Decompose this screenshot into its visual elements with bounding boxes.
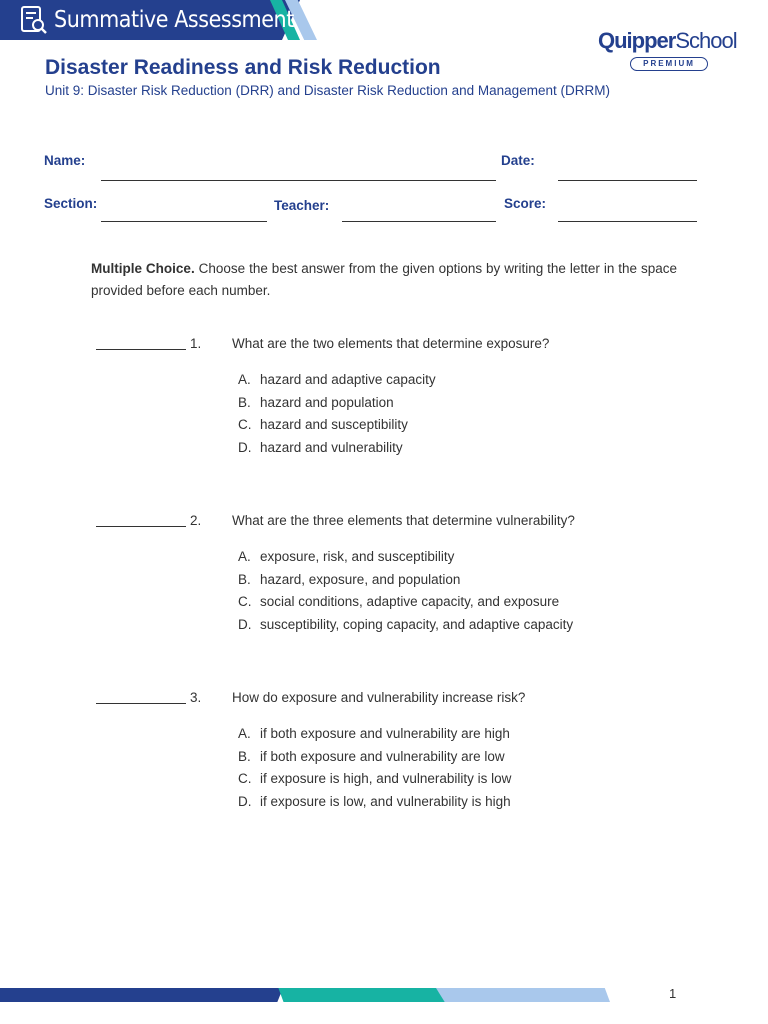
option-item [238, 771, 511, 794]
name-label: Name: [44, 153, 86, 168]
question-text: What are the three elements that determine vulnerability? [232, 513, 575, 528]
option-item [238, 749, 511, 772]
date-field[interactable] [558, 180, 697, 181]
option-list [238, 549, 573, 639]
option-list [238, 372, 436, 462]
option-text: exposure, risk, and susceptibility [260, 549, 455, 564]
option-text: hazard and vulnerability [260, 439, 403, 455]
option-item [238, 594, 573, 617]
option-item [238, 617, 573, 640]
answer-blank[interactable] [96, 349, 186, 350]
teacher-label: Teacher: [274, 198, 330, 213]
option-item [238, 417, 436, 440]
score-field[interactable] [558, 221, 697, 222]
option-letter: C. [238, 417, 252, 432]
instructions [91, 258, 677, 302]
brand-tier-badge: PREMIUM [630, 57, 708, 71]
page-number: 1 [669, 986, 677, 1001]
option-item [238, 726, 511, 749]
option-item [238, 395, 436, 418]
option-item [238, 794, 511, 817]
question-text: How do exposure and vulnerability increase risk? [232, 690, 526, 705]
option-text: susceptibility, coping capacity, and adaptive capacity [260, 616, 574, 632]
answer-blank[interactable] [96, 703, 186, 704]
option-item [238, 572, 573, 595]
option-letter: A. [238, 549, 251, 564]
name-field[interactable] [101, 180, 496, 181]
option-letter: B. [238, 394, 251, 410]
footer-dark-band [0, 988, 283, 1002]
question-number: 1. [190, 336, 202, 351]
document-title: Disaster Readiness and Risk Reduction [45, 56, 441, 79]
option-item [238, 372, 436, 395]
option-text: hazard and population [260, 394, 394, 410]
instructions-heading: Multiple Choice. [91, 261, 195, 276]
brand-bold: Quipper [598, 28, 676, 53]
brand-logo [598, 28, 743, 71]
document-search-icon [20, 5, 48, 35]
option-list [238, 726, 511, 816]
option-text: if both exposure and vulnerability are high [260, 726, 510, 741]
teacher-field[interactable] [342, 221, 496, 222]
option-letter: C. [238, 771, 252, 786]
option-text: social conditions, adaptive capacity, and exposure [260, 594, 560, 609]
document-subtitle: Unit 9: Disaster Risk Reduction (DRR) and Disaster Risk Reduction and Management (DRRM) [45, 83, 610, 98]
score-label: Score: [504, 196, 547, 211]
option-text: hazard, exposure, and population [260, 571, 461, 587]
option-text: hazard and adaptive capacity [260, 372, 436, 387]
footer-teal-band [275, 988, 445, 1002]
question-text: What are the two elements that determine exposure? [232, 336, 550, 351]
option-text: if exposure is low, and vulnerability is high [260, 793, 511, 809]
banner-title: Summative Assessment [54, 7, 294, 33]
brand-regular: School [675, 28, 737, 53]
date-label: Date: [501, 153, 535, 168]
question-number: 2. [190, 513, 202, 528]
option-text: if both exposure and vulnerability are low [260, 748, 505, 764]
option-item [238, 549, 573, 572]
option-letter: B. [238, 571, 251, 587]
option-item [238, 440, 436, 463]
option-letter: D. [238, 793, 252, 809]
answer-blank[interactable] [96, 526, 186, 527]
instructions-text: Choose the best answer from the given options by writing the letter in the space provided before each number. [91, 261, 677, 298]
question-number: 3. [190, 690, 202, 705]
section-field[interactable] [101, 221, 267, 222]
option-letter: A. [238, 726, 251, 741]
header-banner [0, 0, 320, 44]
option-letter: B. [238, 748, 251, 764]
option-letter: D. [238, 616, 252, 632]
footer-light-band [436, 988, 610, 1002]
option-text: hazard and susceptibility [260, 417, 408, 432]
section-label: Section: [44, 196, 98, 211]
option-letter: D. [238, 439, 252, 455]
option-letter: A. [238, 372, 251, 387]
option-text: if exposure is high, and vulnerability is low [260, 771, 512, 786]
brand-wordmark [598, 28, 743, 54]
option-letter: C. [238, 594, 252, 609]
